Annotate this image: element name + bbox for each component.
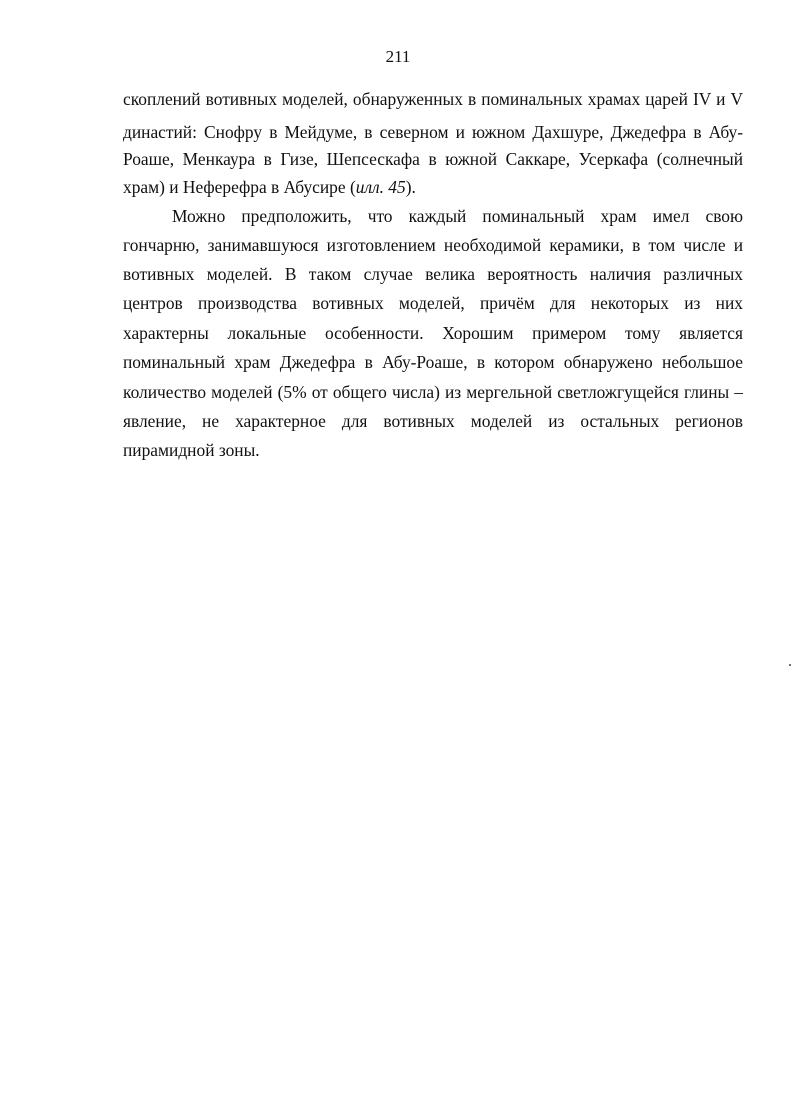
- paragraph-2-line-8: явление, не характерное для вотивных моделей из остальных регионов: [123, 411, 743, 431]
- paragraph-2-line-6: поминальный храм Джедефра в Абу-Роаше, в котором обнаружено небольшое: [123, 352, 743, 372]
- paragraph-2-line-5: характерны локальные особенности. Хорошим примером тому является: [123, 323, 743, 343]
- paragraph-1-line-1: скоплений вотивных моделей, обнаруженных в поминальных храмах царей IV и V: [123, 89, 743, 109]
- paragraph-2-line-1: Можно предположить, что каждый поминальный храм имел свою: [172, 206, 743, 226]
- paragraph-2-line-3: вотивных моделей. В таком случае велика вероятность наличия различных: [123, 264, 743, 284]
- figure-reference: илл. 45: [355, 177, 406, 197]
- paragraph-1-line-4-end: ).: [405, 177, 416, 197]
- paragraph-2-line-2: гончарню, занимавшуюся изготовлением необходимой керамики, в том числе и: [123, 235, 743, 255]
- paragraph-2-line-9: пирамидной зоны.: [123, 440, 260, 460]
- paragraph-1-line-2: династий: Снофру в Мейдуме, в северном и южном Дахшуре, Джедефра в Абу-: [123, 122, 743, 142]
- scan-speck: [789, 664, 791, 666]
- paragraph-1-line-4: [123, 176, 743, 198]
- page-number: 211: [385, 47, 411, 66]
- paragraph-1-line-4-text: храм) и Неферефра в Абусире (: [123, 177, 356, 197]
- paragraph-1-line-3: Роаше, Менкаура в Гизе, Шепсескафа в южной Саккаре, Усеркафа (солнечный: [123, 149, 743, 169]
- paragraph-2-line-7: количество моделей (5% от общего числа) из мергельной светложгущейся глины –: [123, 382, 743, 402]
- paragraph-2-line-4: центров производства вотивных моделей, причём для некоторых из них: [123, 293, 743, 313]
